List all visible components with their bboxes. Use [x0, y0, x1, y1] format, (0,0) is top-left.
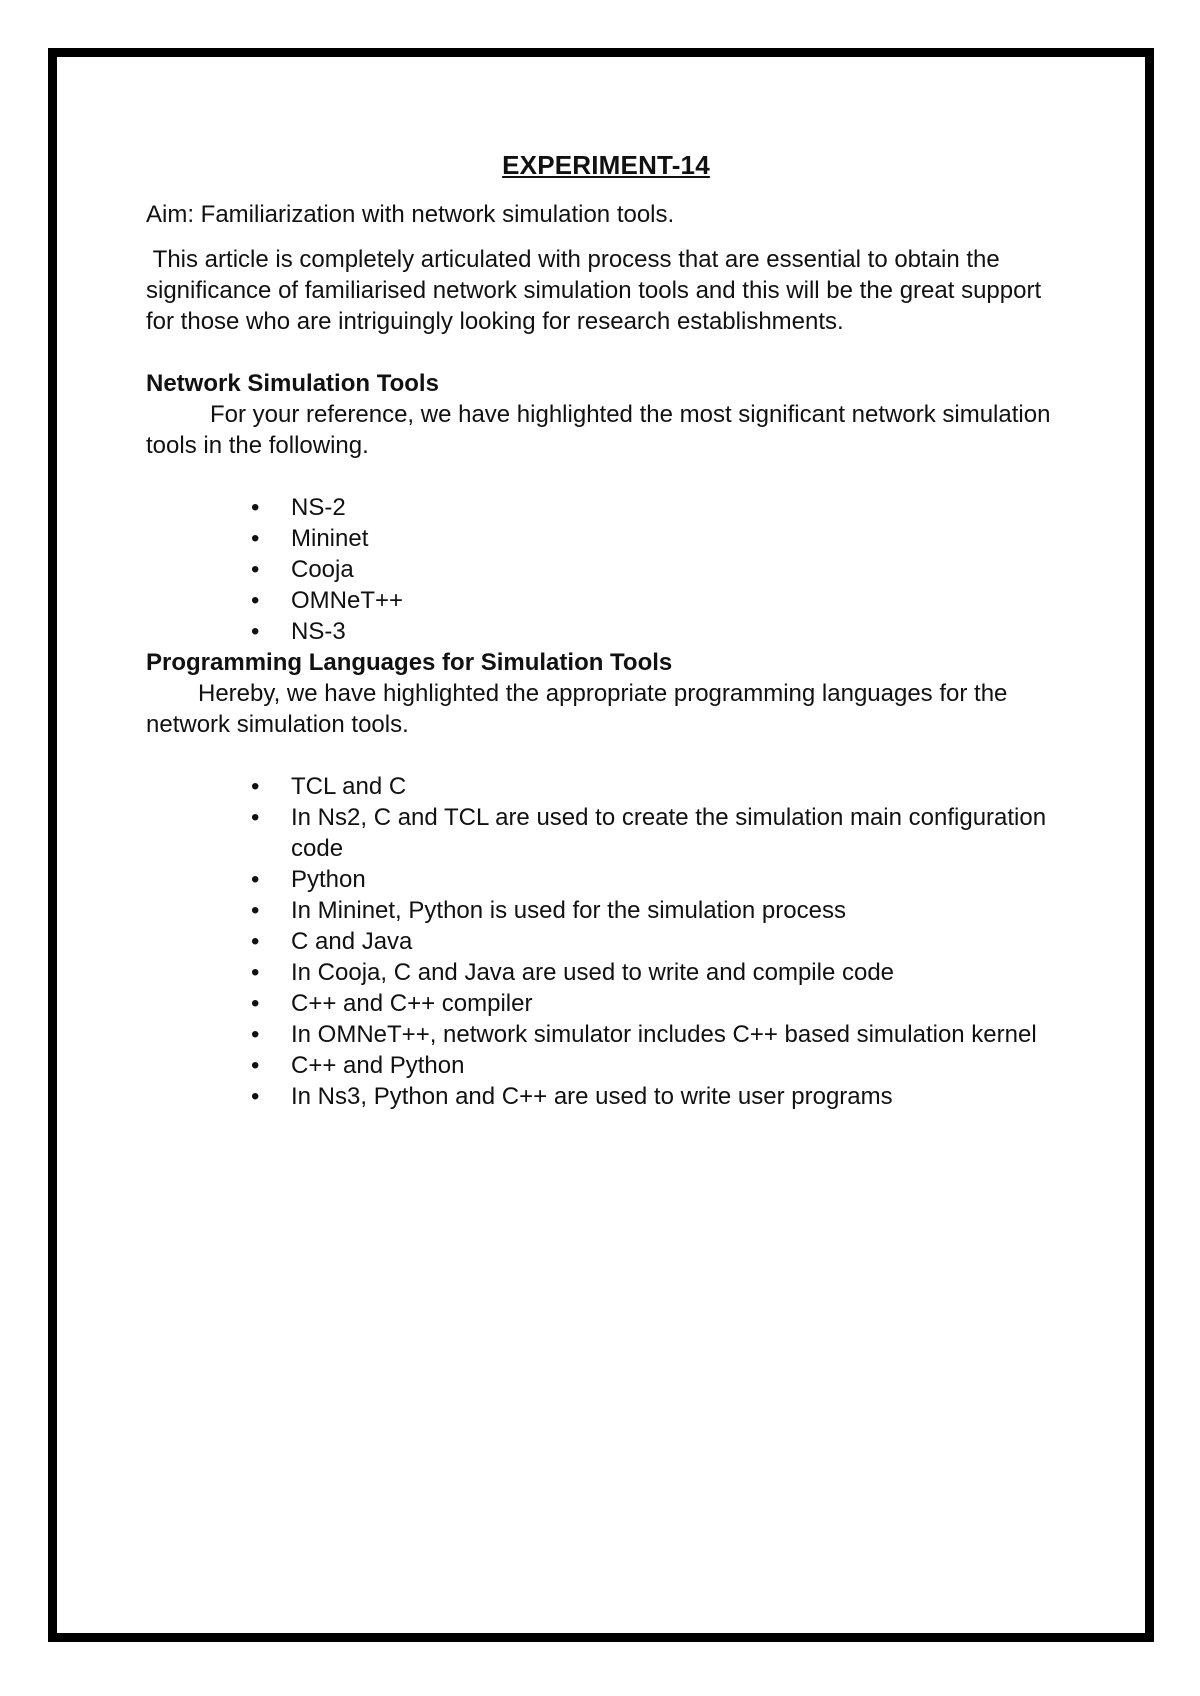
list-item: • Cooja	[251, 556, 354, 583]
bullet-icon: •	[251, 959, 260, 986]
page-title: EXPERIMENT-14	[502, 150, 710, 180]
bullet-icon: •	[251, 587, 260, 614]
list-item: • OMNeT++	[251, 587, 404, 614]
list-item: • In Ns3, Python and C++ are used to write user programs	[251, 1083, 893, 1110]
intro-paragraph: This article is completely articulated with process that are essential to obtain the significance of familiarised network simulation tools and this will be the great support for those who are intriguingly looking for research establishments.	[146, 246, 1048, 335]
bullet-icon: •	[251, 1021, 260, 1048]
bullet-icon: •	[251, 525, 260, 552]
bullet-icon: •	[251, 556, 260, 583]
bullet-icon: •	[251, 804, 260, 831]
section-text-languages: Hereby, we have highlighted the appropriate programming languages for the network simulation tools.	[146, 680, 1008, 738]
bullet-icon: •	[251, 1052, 260, 1079]
aim-text: Aim: Familiarization with network simulation tools.	[146, 201, 675, 228]
bullet-icon: •	[251, 990, 260, 1017]
list-item: • In OMNeT++, network simulator includes C++ based simulation kernel	[251, 1021, 1037, 1048]
bullet-icon: •	[251, 866, 260, 893]
languages-list	[146, 771, 1066, 1112]
list-item: • NS-2	[251, 494, 346, 521]
tools-list	[146, 492, 1066, 647]
section-heading-languages: Programming Languages for Simulation Tools	[146, 649, 673, 676]
bullet-icon: •	[251, 928, 260, 955]
bullet-icon: •	[251, 618, 260, 645]
list-item: • In Mininet, Python is used for the simulation process	[251, 897, 846, 924]
list-item: • C++ and C++ compiler	[251, 990, 533, 1017]
spacer	[146, 461, 1066, 492]
list-item: • Mininet	[251, 525, 369, 552]
section-heading-tools: Network Simulation Tools	[146, 370, 439, 397]
list-item: • C++ and Python	[251, 1052, 465, 1079]
list-item: • Python	[251, 866, 366, 893]
list-item: • In Ns2, C and TCL are used to create the simulation main configuration code	[251, 804, 1047, 862]
list-item: • In Cooja, C and Java are used to write and compile code	[251, 959, 895, 986]
section-text-tools: For your reference, we have highlighted the most significant network simulation tools in the following.	[146, 401, 1051, 459]
list-item: • C and Java	[251, 928, 413, 955]
document-body	[146, 150, 1066, 1112]
spacer	[146, 740, 1066, 771]
list-item: • TCL and C	[251, 773, 407, 800]
bullet-icon: •	[251, 1083, 260, 1110]
bullet-icon: •	[251, 494, 260, 521]
bullet-icon: •	[251, 773, 260, 800]
list-item: • NS-3	[251, 618, 346, 645]
spacer	[146, 337, 1066, 368]
bullet-icon: •	[251, 897, 260, 924]
